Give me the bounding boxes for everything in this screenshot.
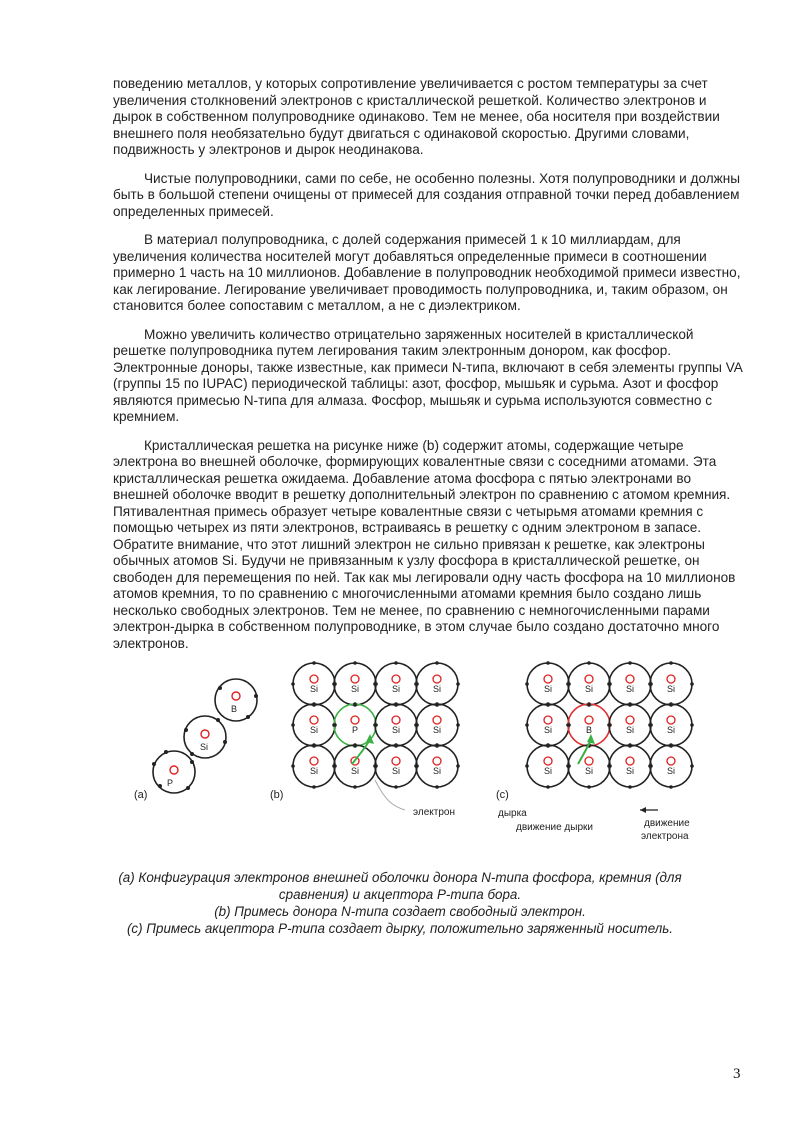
bond-electron <box>414 723 418 727</box>
atom-label-si: Si <box>543 766 553 776</box>
bond-electron <box>394 702 398 706</box>
bond-electron <box>546 702 550 706</box>
atom-label-si: Si <box>391 766 401 776</box>
atom-label-si: Si <box>625 766 635 776</box>
doping-figure <box>130 660 730 850</box>
atom-nucleus <box>544 675 552 683</box>
paragraph-2: Чистые полупроводники, сами по себе, не особенно полезны. Хотя полупроводники и должны быть в большой степени очищены от примесей для создания отправной точки перед добавлением определенных примесей. <box>113 170 741 219</box>
bond-electron <box>435 785 439 789</box>
atom-label-si: Si <box>666 766 676 776</box>
bond-electron <box>456 723 460 727</box>
bond-electron <box>648 723 652 727</box>
atom-nucleus <box>585 716 593 724</box>
atom-nucleus <box>626 757 634 765</box>
bond-electron <box>669 661 673 665</box>
label-electron-motion-1: движение <box>644 818 690 829</box>
atom-nucleus <box>351 716 359 724</box>
bond-electron <box>525 682 529 686</box>
bond-electron <box>394 743 398 747</box>
bond-electron <box>628 702 632 706</box>
panel-b <box>270 661 460 818</box>
atom-label-si: Si <box>432 725 442 735</box>
atom-nucleus <box>585 675 593 683</box>
bond-electron <box>373 682 377 686</box>
atom-nucleus <box>667 757 675 765</box>
bond-electron <box>690 723 694 727</box>
atom-label-si: Si <box>309 766 319 776</box>
atom-nucleus <box>585 757 593 765</box>
atom-nucleus <box>544 716 552 724</box>
bond-electron <box>414 682 418 686</box>
bond-electron <box>353 702 357 706</box>
atom-nucleus <box>626 716 634 724</box>
bond-electron <box>312 661 316 665</box>
bond-electron <box>435 661 439 665</box>
bond-electron <box>669 785 673 789</box>
bond-electron <box>353 743 357 747</box>
label-electron: электрон <box>413 807 455 818</box>
atom-label-si: Si <box>584 766 594 776</box>
figure-caption <box>110 869 690 937</box>
lattice-b <box>291 661 460 789</box>
atom-label-si: Si <box>350 684 360 694</box>
bond-electron <box>291 723 295 727</box>
atom-label-si: Si <box>543 684 553 694</box>
caption-line-2: сравнения) и акцептора P-типа бора. <box>278 887 522 902</box>
bond-electron <box>669 743 673 747</box>
bond-electron <box>291 764 295 768</box>
atom-label-si: Si <box>666 684 676 694</box>
bond-electron <box>332 764 336 768</box>
bond-electron <box>690 682 694 686</box>
bond-electron <box>312 702 316 706</box>
bond-electron <box>607 723 611 727</box>
atom-nucleus <box>433 716 441 724</box>
atom-label-si: Si <box>625 725 635 735</box>
atom-label-si: Si <box>309 684 319 694</box>
bond-electron <box>690 764 694 768</box>
bond-electron <box>648 764 652 768</box>
bond-electron <box>414 764 418 768</box>
atom-nucleus <box>667 675 675 683</box>
atom-nucleus <box>392 757 400 765</box>
dopant-label: B <box>585 725 593 735</box>
atom-nucleus <box>392 716 400 724</box>
paragraph-1: поведению металлов, у которых сопротивление увеличивается с ростом температуры за счет увеличения столкновений электронов с кристаллической решеткой. Количество электронов и дырок в собственном полупроводнике одинаково. Тем не менее, оба носителя при воздействии внешнего поля необязательно будут двигаться с одинаковой скоростью. Другими словами, подвижность у электронов и дырок неодинакова. <box>113 76 720 157</box>
bond-electron <box>566 682 570 686</box>
bond-electron <box>648 682 652 686</box>
atom-nucleus <box>310 757 318 765</box>
bond-electron <box>607 682 611 686</box>
atom-nucleus <box>433 757 441 765</box>
caption-line-3: (b) Примесь донора N-типа создает свободный электрон. <box>214 904 586 919</box>
dopant-label: P <box>351 725 359 735</box>
bond-electron <box>353 661 357 665</box>
bond-electron <box>628 743 632 747</box>
bond-electron <box>373 764 377 768</box>
label-hole-motion: движение дырки <box>516 822 593 833</box>
bond-electron <box>587 702 591 706</box>
bond-electron <box>373 723 377 727</box>
atom-nucleus <box>667 716 675 724</box>
atom-nucleus <box>310 716 318 724</box>
bond-electron <box>312 785 316 789</box>
panel-a-label: (a) <box>134 789 148 801</box>
label-electron-motion-2: электрона <box>641 831 689 842</box>
panel-c <box>496 661 694 842</box>
bond-electron <box>456 682 460 686</box>
bond-electron <box>332 682 336 686</box>
caption-line-1: (a) Конфигурация электронов внешней оболочки донора N-типа фосфора, кремния (для <box>118 870 682 885</box>
paragraph-5: Кристаллическая решетка на рисунке ниже (b) содержит атомы, содержащие четыре электрона во внешней оболочке, формирующих ковалентные связи с соседними атомами. Эта кристаллическая решетка ожидаема. Добавление атома фосфора с пятью электронами во внешней оболочке вводит в решетку дополнительный электрон по сравнению с атомом кремния. Пятивалентная примесь образует четыре ковалентные связи с четырьмя атомами кремния с помощью четырех из пяти электронов, встраиваясь в решетку с одним электроном в запасе. Обратите внимание, что этот лишний электрон не сильно привязан к решетке, как электроны обычных атомов Si. Будучи не привязанным к узлу фосфора в кристаллической решетке, он свободен для перемещения по ней. Так как мы легировали одну часть фосфора на 10 миллионов атомов кремния, то по сравнению с многочисленными атомами кремния было создано лишь несколько свободных электронов. Тем не менее, по сравнению с немногочисленными парами электрон-дырка в собственном полупроводнике, в этом случае было создано достаточно много электронов. <box>113 437 736 651</box>
lattice-c <box>525 661 694 789</box>
atom-nucleus <box>626 675 634 683</box>
paragraph-4: Можно увеличить количество отрицательно заряженных носителей в кристаллической решетке полупроводника путем легирования таким электронным донором, как фосфор. Электронные доноры, также известные, как примеси N-типа, включают в себя элементы группы VA (группы 15 по IUPAC) периодической таблицы: азот, фосфор, мышьяк и сурьма. Азот и фосфор являются примесью N-типа для алмаза. Фосфор, мышьяк и сурьма используются совместно с кремнием. <box>113 326 743 424</box>
bond-electron <box>587 785 591 789</box>
panel-a <box>134 679 258 801</box>
label-hole: дырка <box>498 808 527 819</box>
bond-electron <box>669 702 673 706</box>
atom-nucleus <box>433 675 441 683</box>
bond-electron <box>312 743 316 747</box>
bond-electron <box>587 661 591 665</box>
doping-diagram <box>130 660 730 850</box>
paragraph-3: В материал полупроводника, с долей содержания примесей 1 к 10 миллиардам, для увеличения количества носителей могут добавляться определенные примеси в соотношении примерно 1 часть на 10 миллионов. Добавление в полупроводник необходимой примеси известно, как легирование. Легирование увеличивает проводимость полупроводника, и, таким образом, он становится более сопоставим с металлом, а не с диэлектриком. <box>113 232 741 313</box>
bond-electron <box>394 661 398 665</box>
atom-label-b: B <box>231 704 238 714</box>
atom-nucleus <box>392 675 400 683</box>
bond-electron <box>525 723 529 727</box>
bond-electron <box>546 743 550 747</box>
panel-b-label: (b) <box>270 789 284 801</box>
bond-electron <box>607 764 611 768</box>
bond-electron <box>628 661 632 665</box>
caption-line-4: (c) Примесь акцептора P-типа создает дырку, положительно заряженный носитель. <box>126 921 674 936</box>
atom-nucleus <box>310 675 318 683</box>
bond-electron <box>332 723 336 727</box>
page-number: 3 <box>733 1066 741 1082</box>
atom-label-si: Si <box>200 742 209 752</box>
bond-electron <box>628 785 632 789</box>
bond-electron <box>291 682 295 686</box>
bond-electron <box>566 723 570 727</box>
atom-label-si: Si <box>432 684 442 694</box>
atom-label-p: P <box>167 778 174 788</box>
atom-nucleus <box>351 675 359 683</box>
atom-label-si: Si <box>391 725 401 735</box>
bond-electron <box>394 785 398 789</box>
atom-label-si: Si <box>391 684 401 694</box>
panel-c-label: (c) <box>496 789 509 801</box>
bond-electron <box>525 764 529 768</box>
atom-label-si: Si <box>666 725 676 735</box>
atom-label-si: Si <box>625 684 635 694</box>
bond-electron <box>546 661 550 665</box>
atom-label-si: Si <box>543 725 553 735</box>
atom-label-si: Si <box>432 766 442 776</box>
bond-electron <box>566 764 570 768</box>
bond-electron <box>456 764 460 768</box>
bond-electron <box>353 785 357 789</box>
atom-nucleus <box>544 757 552 765</box>
bond-electron <box>435 743 439 747</box>
atom-label-si: Si <box>584 684 594 694</box>
bond-electron <box>546 785 550 789</box>
body-text <box>113 76 745 664</box>
bond-electron <box>435 702 439 706</box>
atom-label-si: Si <box>350 766 360 776</box>
atom-label-si: Si <box>309 725 319 735</box>
